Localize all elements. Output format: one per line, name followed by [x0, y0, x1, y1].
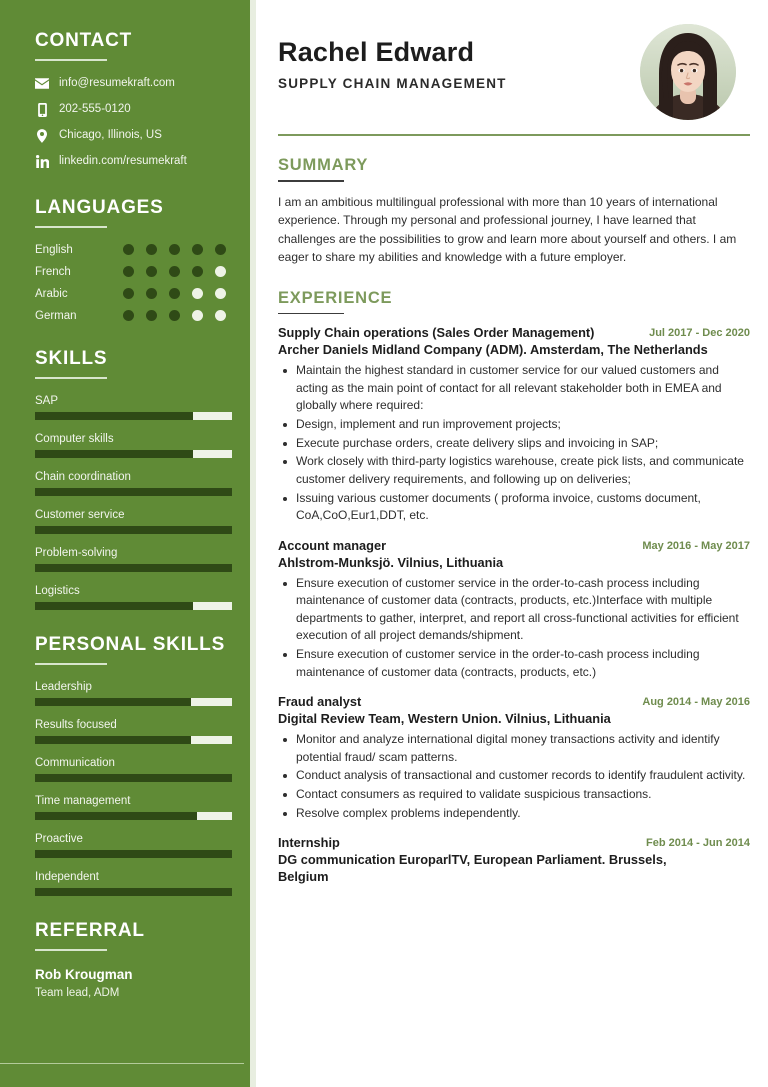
skill-row	[35, 509, 232, 534]
personal-skills-section	[35, 634, 232, 896]
rating-dot-empty	[215, 266, 226, 277]
personal-skills-list	[35, 681, 232, 896]
avatar	[640, 24, 736, 120]
experience-item-header	[278, 835, 750, 852]
skill-name: Leadership	[35, 680, 92, 693]
skill-bar-fill	[35, 888, 232, 896]
experience-heading-rule	[278, 313, 344, 315]
skill-row	[35, 833, 232, 858]
sidebar-bottom-divider	[0, 1063, 244, 1064]
skill-row	[35, 471, 232, 496]
summary-text: I am an ambitious multilingual professional with more than 10 years of international experience. Through my personal and professional journey, I have learned that challenges are the possibilities to grow and learn more about yourself and others. I am eager to share my abilities and knowledge with a future employer.	[278, 194, 737, 265]
rating-dot-empty	[192, 310, 203, 321]
contact-list	[35, 77, 232, 169]
experience-title: Internship	[278, 835, 340, 851]
skill-bar-track	[35, 450, 232, 458]
experience-item	[278, 325, 750, 524]
language-rating-dots	[123, 288, 232, 299]
experience-bullet-list	[278, 731, 750, 822]
language-row	[35, 310, 232, 322]
experience-title: Supply Chain operations (Sales Order Management)	[278, 325, 595, 341]
contact-heading-rule	[35, 59, 107, 61]
rating-dot-empty	[192, 288, 203, 299]
referral-heading: REFERRAL	[35, 919, 145, 941]
rating-dot-filled	[146, 310, 157, 321]
experience-bullet: Conduct analysis of transactional and customer records to identify fraudulent activity.	[278, 767, 750, 785]
experience-organization: DG communication EuroparlTV, European Parliament. Brussels, Belgium	[278, 852, 667, 884]
rating-dot-filled	[123, 244, 134, 255]
experience-item	[278, 538, 750, 682]
skill-bar-fill	[35, 526, 232, 534]
skill-bar-fill	[35, 602, 193, 610]
experience-date: May 2016 - May 2017	[642, 539, 750, 552]
experience-list	[278, 325, 750, 886]
skill-name: Communication	[35, 756, 115, 769]
experience-organization: Ahlstrom-Munksjö. Vilnius, Lithuania	[278, 554, 504, 570]
experience-item	[278, 835, 750, 886]
contact-item-text: linkedin.com/resumekraft	[59, 154, 187, 167]
rating-dot-filled	[146, 288, 157, 299]
experience-bullet: Ensure execution of customer service in the order-to-cash process including maintenance of customer data (contracts, products, etc.)Interface with multiple departments to gather, interpret, and report all cross-functional activities for efficient execution of all project demands/shipment.	[278, 575, 750, 646]
page-title: Rachel Edward	[278, 37, 475, 67]
language-row	[35, 266, 232, 278]
experience-heading: EXPERIENCE	[278, 288, 393, 307]
header-divider	[278, 134, 750, 136]
skill-bar-fill	[35, 412, 193, 420]
language-rating-dots	[123, 244, 232, 255]
summary-heading-rule	[278, 180, 344, 182]
linkedin-icon	[35, 155, 49, 168]
rating-dot-filled	[215, 244, 226, 255]
experience-bullet: Ensure execution of customer service in the order-to-cash process including maintenance of customer data (contracts, products, etc.)	[278, 646, 750, 681]
language-row	[35, 288, 232, 300]
skill-name: Proactive	[35, 832, 83, 845]
language-name: French	[35, 265, 71, 278]
rating-dot-filled	[169, 266, 180, 277]
resume-header	[278, 24, 750, 120]
contact-heading: CONTACT	[35, 30, 133, 51]
rating-dot-filled	[169, 310, 180, 321]
experience-item-header	[278, 538, 750, 555]
languages-list	[35, 244, 232, 322]
skill-name: Problem-solving	[35, 546, 118, 559]
experience-title: Fraud analyst	[278, 694, 362, 710]
mobile-phone-icon	[35, 103, 49, 117]
skill-bar-fill	[35, 698, 191, 706]
skill-name: Time management	[35, 794, 131, 807]
language-rating-dots	[123, 266, 232, 277]
rating-dot-empty	[215, 288, 226, 299]
experience-bullet: Issuing various customer documents ( proforma invoice, customs document, CoA,CoO,Eur1,DDT, etc.	[278, 490, 750, 525]
rating-dot-empty	[215, 310, 226, 321]
referral-role: Team lead, ADM	[35, 986, 120, 999]
summary-section	[278, 156, 750, 267]
experience-bullet: Resolve complex problems independently.	[278, 805, 750, 823]
contact-section	[35, 30, 232, 169]
skill-row	[35, 795, 232, 820]
experience-organization: Digital Review Team, Western Union. Vilnius, Lithuania	[278, 711, 611, 727]
rating-dot-filled	[146, 266, 157, 277]
skill-bar-fill	[35, 488, 232, 496]
skills-list	[35, 395, 232, 610]
skill-bar-track	[35, 488, 232, 496]
skills-heading-rule	[35, 377, 107, 379]
experience-bullet: Work closely with third-party logistics warehouse, create pick lists, and communicate customer delivery requirements, and following up on deliveries;	[278, 453, 750, 488]
personal-skills-heading: PERSONAL SKILLS	[35, 633, 226, 655]
experience-date: Aug 2014 - May 2016	[642, 696, 750, 709]
skill-bar-fill	[35, 812, 197, 820]
skill-bar-track	[35, 736, 232, 744]
language-row	[35, 244, 232, 256]
languages-section	[35, 197, 232, 322]
experience-bullet-list	[278, 362, 750, 525]
summary-heading: SUMMARY	[278, 156, 369, 174]
skill-row	[35, 547, 232, 572]
skill-row	[35, 395, 232, 420]
skills-heading: SKILLS	[35, 347, 108, 369]
skill-row	[35, 719, 232, 744]
skill-bar-fill	[35, 774, 232, 782]
main-content	[250, 0, 768, 1087]
location-pin-icon	[35, 129, 49, 143]
contact-item[interactable]	[35, 77, 232, 91]
skill-bar-fill	[35, 736, 191, 744]
experience-organization: Archer Daniels Midland Company (ADM). Amsterdam, The Netherlands	[278, 342, 708, 358]
contact-item[interactable]	[35, 129, 232, 143]
referral-name: Rob Krougman	[35, 966, 133, 982]
referral-section	[35, 920, 232, 999]
experience-title: Account manager	[278, 537, 387, 553]
personal-skills-heading-rule	[35, 663, 107, 665]
contact-item[interactable]	[35, 155, 232, 169]
sidebar	[0, 0, 250, 1087]
skill-name: SAP	[35, 394, 59, 407]
skill-bar-track	[35, 774, 232, 782]
experience-bullet: Contact consumers as required to validate suspicious transactions.	[278, 786, 750, 804]
skill-bar-track	[35, 526, 232, 534]
experience-bullet: Monitor and analyze international digital money transactions activity and identify potential fraud/ scam patterns.	[278, 731, 750, 766]
header-text	[278, 24, 507, 91]
experience-date: Feb 2014 - Jun 2014	[646, 837, 750, 850]
referral-heading-rule	[35, 949, 107, 951]
skill-bar-track	[35, 698, 232, 706]
contact-item-text: info@resumekraft.com	[59, 77, 175, 89]
rating-dot-filled	[169, 244, 180, 255]
rating-dot-filled	[192, 244, 203, 255]
skill-bar-fill	[35, 850, 232, 858]
experience-bullet-list	[278, 575, 750, 682]
skill-row	[35, 757, 232, 782]
skill-bar-track	[35, 412, 232, 420]
experience-date: Jul 2017 - Dec 2020	[649, 327, 750, 340]
skill-bar-track	[35, 564, 232, 572]
skill-name: Independent	[35, 870, 99, 883]
experience-item-header	[278, 694, 750, 711]
rating-dot-filled	[123, 266, 134, 277]
skills-section	[35, 348, 232, 610]
experience-item	[278, 694, 750, 822]
rating-dot-filled	[123, 288, 134, 299]
contact-item-text: 202-555-0120	[59, 102, 131, 115]
skill-name: Results focused	[35, 718, 117, 731]
skill-bar-track	[35, 850, 232, 858]
envelope-icon	[35, 78, 49, 89]
skill-bar-fill	[35, 564, 232, 572]
skill-bar-track	[35, 812, 232, 820]
language-name: Arabic	[35, 287, 68, 300]
experience-bullet: Maintain the highest standard in customer service for our valued customers and acting as the main point of contact for all relevant stakeholder both in EMEA and globally where required:	[278, 362, 750, 415]
skill-row	[35, 433, 232, 458]
skill-bar-track	[35, 602, 232, 610]
experience-bullet: Design, implement and run improvement projects;	[278, 416, 750, 434]
languages-heading: LANGUAGES	[35, 196, 164, 218]
rating-dot-filled	[123, 310, 134, 321]
experience-item-header	[278, 325, 750, 342]
skill-bar-track	[35, 888, 232, 896]
rating-dot-filled	[146, 244, 157, 255]
language-rating-dots	[123, 310, 232, 321]
skill-name: Computer skills	[35, 432, 114, 445]
experience-bullet: Execute purchase orders, create delivery slips and invoicing in SAP;	[278, 435, 750, 453]
skill-name: Customer service	[35, 508, 125, 521]
languages-heading-rule	[35, 226, 107, 228]
contact-item-text: Chicago, Illinois, US	[59, 128, 162, 141]
skill-row	[35, 681, 232, 706]
skill-row	[35, 871, 232, 896]
language-name: English	[35, 243, 73, 256]
contact-item[interactable]	[35, 103, 232, 117]
rating-dot-filled	[169, 288, 180, 299]
rating-dot-filled	[192, 266, 203, 277]
skill-row	[35, 585, 232, 610]
language-name: German	[35, 309, 77, 322]
skill-bar-fill	[35, 450, 193, 458]
job-role-subtitle: SUPPLY CHAIN MANAGEMENT	[278, 75, 507, 91]
experience-section	[278, 289, 750, 886]
skill-name: Chain coordination	[35, 470, 131, 483]
skill-name: Logistics	[35, 584, 80, 597]
